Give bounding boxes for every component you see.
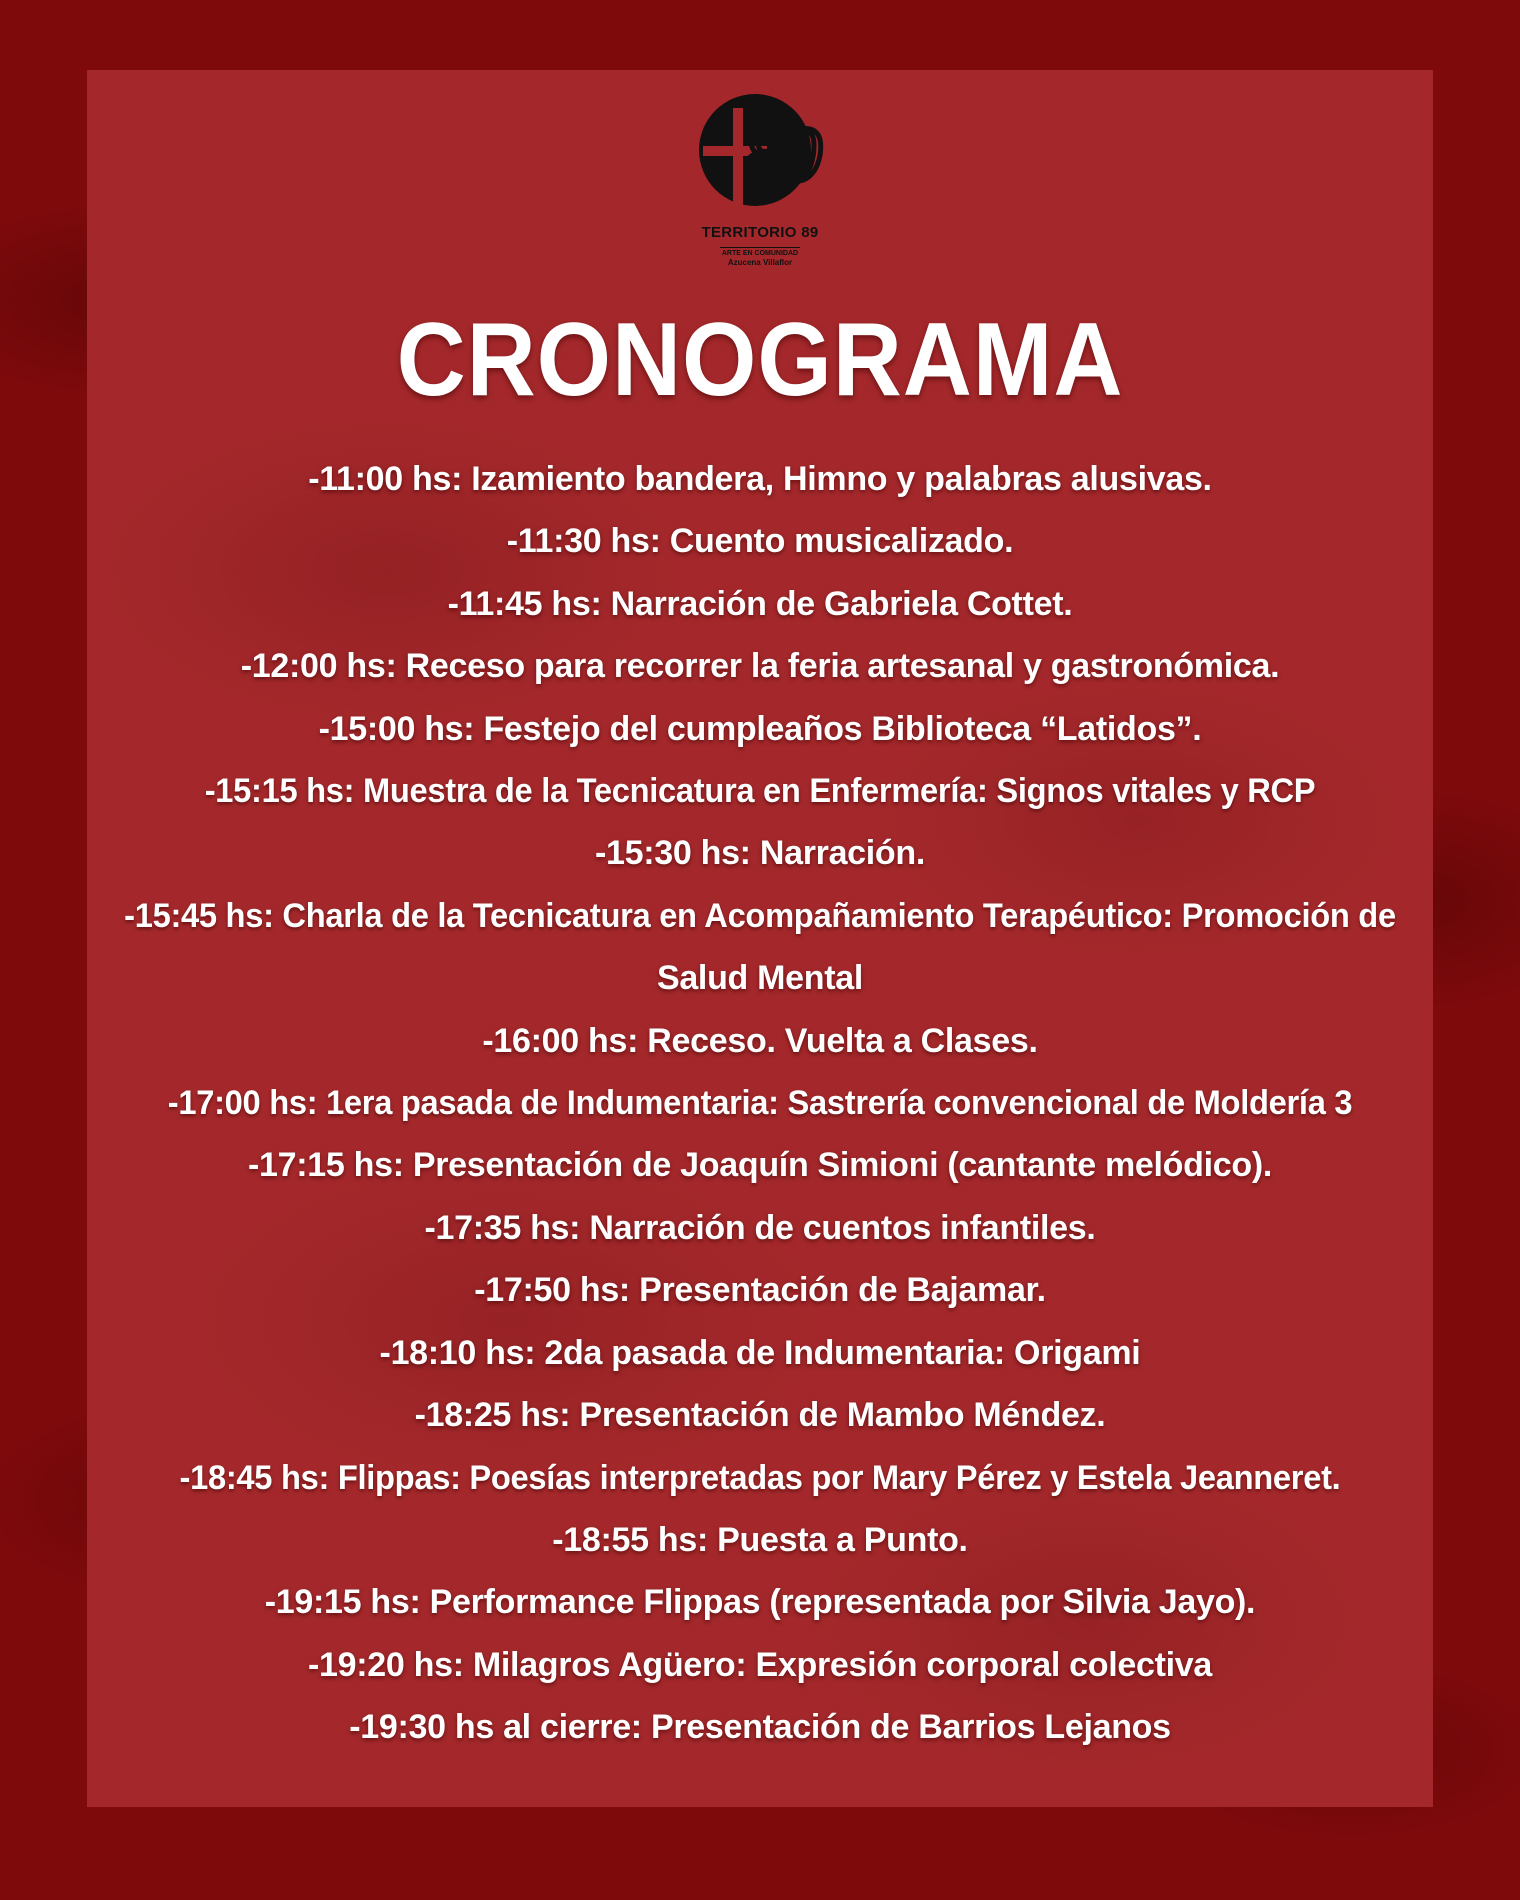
schedule-item: -18:10 hs: 2da pasada de Indumentaria: Origami (379, 1333, 1141, 1372)
schedule-item: -18:55 hs: Puesta a Punto. (552, 1520, 968, 1559)
schedule-item: -17:50 hs: Presentación de Bajamar. (474, 1271, 1046, 1310)
schedule-item: -18:45 hs: Flippas: Poesías interpretadas por Mary Pérez y Estela Jeanneret. (179, 1458, 1341, 1497)
logo-tagline: ARTE EN COMUNIDAD (721, 250, 799, 257)
schedule-item: -17:35 hs: Narración de cuentos infantiles. (424, 1208, 1096, 1247)
schedule-item: -19:15 hs: Performance Flippas (representada por Silvia Jayo). (264, 1583, 1256, 1622)
schedule-item: -17:15 hs: Presentación de Joaquín Simioni (cantante melódico). (248, 1146, 1272, 1185)
logo-divider (720, 247, 800, 248)
schedule-item: -15:15 hs: Muestra de la Tecnicatura en Enfermería: Signos vitales y RCP (204, 772, 1316, 811)
schedule-item: -15:45 hs: Charla de la Tecnicatura en Acompañamiento Terapéutico: Promoción de (124, 896, 1396, 935)
logo-name: TERRITORIO 89 (701, 224, 819, 241)
schedule-item: -19:20 hs: Milagros Agüero: Expresión corporal colectiva (308, 1645, 1212, 1684)
schedule-item: -17:00 hs: 1era pasada de Indumentaria: Sastrería convencional de Moldería 3 (167, 1084, 1353, 1123)
schedule-item: -12:00 hs: Receso para recorrer la feria artesanal y gastronómica. (240, 647, 1280, 686)
logo-author: Azucena Villaflor (727, 258, 793, 267)
schedule-item: -19:30 hs al cierre: Presentación de Barrios Lejanos (349, 1708, 1171, 1747)
schedule-item: -11:00 hs: Izamiento bandera, Himno y palabras alusivas. (308, 460, 1212, 498)
schedule-item: -15:00 hs: Festejo del cumpleaños Biblioteca “Latidos”. (318, 709, 1202, 748)
schedule-item: -15:30 hs: Narración. (594, 834, 926, 873)
schedule-item: Salud Mental (656, 959, 864, 998)
schedule-item: -11:30 hs: Cuento musicalizado. (506, 522, 1014, 561)
logo-emblem-icon (695, 88, 825, 218)
territorio-89-logo (660, 88, 860, 288)
page-title: CRONOGRAMA (396, 302, 1124, 418)
schedule-item: -16:00 hs: Receso. Vuelta a Clases. (482, 1021, 1038, 1060)
logo-number: 89 (744, 110, 822, 197)
schedule-list (87, 448, 1433, 1759)
schedule-item: -18:25 hs: Presentación de Mambo Méndez. (414, 1396, 1106, 1435)
flyer-panel (87, 70, 1433, 1807)
schedule-item: -11:45 hs: Narración de Gabriela Cottet. (447, 584, 1073, 623)
